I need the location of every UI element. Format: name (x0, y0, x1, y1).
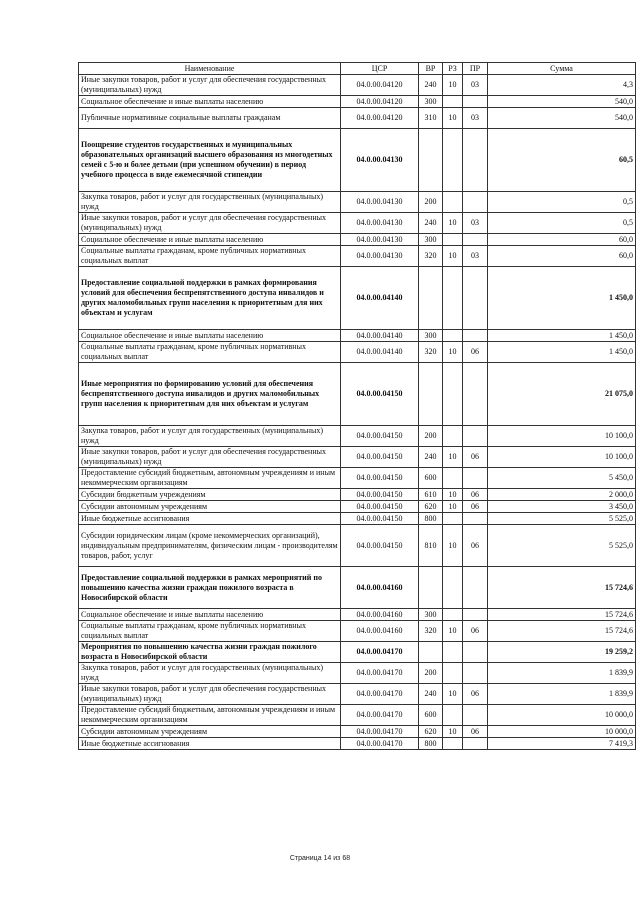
page-footer: Страница 14 из 68 (289, 855, 351, 862)
table-row (79, 738, 636, 750)
cell-sum: 60,5 (488, 129, 636, 192)
cell-pr (463, 129, 488, 192)
cell-name: Поощрение студентов государственных и муниципальных образовательных организаций высшего образования из многодетных семей с 5-ю и более детьми (при успешном обучении) в период учебного процесса в виде ежемесячной стипендии (79, 129, 341, 192)
cell-csr: 04.0.00.04150 (341, 426, 419, 447)
cell-rz: 10 (443, 342, 463, 363)
cell-pr (463, 468, 488, 489)
cell-rz (443, 363, 463, 426)
cell-rz (443, 642, 463, 663)
cell-sum: 1 450,0 (488, 330, 636, 342)
cell-sum: 540,0 (488, 108, 636, 129)
cell-csr: 04.0.00.04150 (341, 525, 419, 567)
cell-sum: 19 259,2 (488, 642, 636, 663)
table-row (79, 108, 636, 129)
cell-sum: 10 100,0 (488, 447, 636, 468)
cell-vr (419, 642, 443, 663)
cell-vr: 240 (419, 684, 443, 705)
cell-vr: 600 (419, 705, 443, 726)
cell-name: Социальные выплаты гражданам, кроме публичных нормативных социальных выплат (79, 342, 341, 363)
cell-csr: 04.0.00.04150 (341, 468, 419, 489)
cell-name: Иные закупки товаров, работ и услуг для обеспечения государственных (муниципальных) нужд (79, 75, 341, 96)
cell-rz (443, 609, 463, 621)
table-row (79, 246, 636, 267)
table-row (79, 567, 636, 609)
cell-rz (443, 468, 463, 489)
cell-name: Социальное обеспечение и иные выплаты населению (79, 96, 341, 108)
cell-sum: 540,0 (488, 96, 636, 108)
cell-csr: 04.0.00.04120 (341, 75, 419, 96)
cell-vr: 620 (419, 726, 443, 738)
cell-rz: 10 (443, 501, 463, 513)
cell-csr: 04.0.00.04130 (341, 246, 419, 267)
cell-sum: 3 450,0 (488, 501, 636, 513)
cell-csr: 04.0.00.04130 (341, 213, 419, 234)
cell-sum: 10 100,0 (488, 426, 636, 447)
cell-rz: 10 (443, 621, 463, 642)
table-row (79, 213, 636, 234)
cell-name: Иные закупки товаров, работ и услуг для обеспечения государственных (муниципальных) нужд (79, 447, 341, 468)
table-row (79, 363, 636, 426)
cell-pr (463, 192, 488, 213)
cell-name: Социальные выплаты гражданам, кроме публичных нормативных социальных выплат (79, 246, 341, 267)
cell-pr: 06 (463, 342, 488, 363)
cell-csr: 04.0.00.04170 (341, 684, 419, 705)
cell-vr (419, 129, 443, 192)
cell-pr (463, 267, 488, 330)
cell-vr: 240 (419, 75, 443, 96)
table-row (79, 75, 636, 96)
cell-csr: 04.0.00.04170 (341, 663, 419, 684)
table-row (79, 234, 636, 246)
cell-pr (463, 363, 488, 426)
cell-sum: 60,0 (488, 246, 636, 267)
table-row (79, 525, 636, 567)
cell-csr: 04.0.00.04150 (341, 513, 419, 525)
cell-vr: 320 (419, 246, 443, 267)
table-row (79, 726, 636, 738)
cell-rz (443, 330, 463, 342)
cell-rz: 10 (443, 684, 463, 705)
cell-name: Предоставление социальной поддержки в рамках формирования условий для обеспечения беспрепятственного доступа инвалидов и других маломобильных групп населения к приоритетным для них объектам и услугам (79, 267, 341, 330)
cell-pr: 06 (463, 684, 488, 705)
cell-vr: 300 (419, 234, 443, 246)
cell-vr: 310 (419, 108, 443, 129)
cell-name: Мероприятия по повышению качества жизни граждан пожилого возраста в Новосибирской области (79, 642, 341, 663)
cell-rz (443, 738, 463, 750)
cell-rz (443, 192, 463, 213)
cell-csr: 04.0.00.04130 (341, 234, 419, 246)
cell-name: Закупка товаров, работ и услуг для государственных (муниципальных) нужд (79, 192, 341, 213)
cell-sum: 2 000,0 (488, 489, 636, 501)
table-row (79, 621, 636, 642)
cell-pr: 03 (463, 213, 488, 234)
cell-vr: 200 (419, 426, 443, 447)
cell-sum: 1 450,0 (488, 342, 636, 363)
table-row (79, 96, 636, 108)
cell-sum: 1 450,0 (488, 267, 636, 330)
header-vr: ВР (419, 63, 443, 75)
cell-csr: 04.0.00.04170 (341, 726, 419, 738)
cell-rz (443, 567, 463, 609)
cell-name: Предоставление социальной поддержки в рамках мероприятий по повышению качества жизни граждан пожилого возраста в Новосибирской области (79, 567, 341, 609)
table-row (79, 513, 636, 525)
cell-sum: 10 000,0 (488, 705, 636, 726)
cell-vr: 240 (419, 447, 443, 468)
cell-vr: 620 (419, 501, 443, 513)
cell-name: Иные закупки товаров, работ и услуг для обеспечения государственных (муниципальных) нужд (79, 213, 341, 234)
cell-csr: 04.0.00.04140 (341, 342, 419, 363)
cell-pr (463, 609, 488, 621)
cell-rz: 10 (443, 447, 463, 468)
cell-name: Публичные нормативные социальные выплаты гражданам (79, 108, 341, 129)
table-row (79, 342, 636, 363)
cell-csr: 04.0.00.04160 (341, 609, 419, 621)
cell-name: Субсидии автономным учреждениям (79, 726, 341, 738)
table-row (79, 426, 636, 447)
cell-pr: 06 (463, 525, 488, 567)
cell-vr: 200 (419, 663, 443, 684)
cell-rz: 10 (443, 726, 463, 738)
cell-vr: 610 (419, 489, 443, 501)
header-pr: ПР (463, 63, 488, 75)
cell-csr: 04.0.00.04140 (341, 267, 419, 330)
cell-sum: 15 724,6 (488, 567, 636, 609)
cell-pr: 06 (463, 489, 488, 501)
cell-sum: 5 450,0 (488, 468, 636, 489)
cell-csr: 04.0.00.04120 (341, 96, 419, 108)
header-csr: ЦСР (341, 63, 419, 75)
cell-rz (443, 426, 463, 447)
cell-csr: 04.0.00.04150 (341, 489, 419, 501)
cell-pr: 06 (463, 501, 488, 513)
cell-pr (463, 426, 488, 447)
cell-pr (463, 96, 488, 108)
cell-sum: 0,5 (488, 192, 636, 213)
cell-pr (463, 513, 488, 525)
cell-sum: 15 724,6 (488, 609, 636, 621)
cell-name: Предоставление субсидий бюджетным, автономным учреждениям и иным некоммерческим организациям (79, 468, 341, 489)
cell-vr: 600 (419, 468, 443, 489)
cell-sum: 1 839,9 (488, 663, 636, 684)
cell-name: Иные бюджетные ассигнования (79, 738, 341, 750)
cell-csr: 04.0.00.04170 (341, 705, 419, 726)
cell-sum: 21 075,0 (488, 363, 636, 426)
cell-vr: 320 (419, 342, 443, 363)
cell-csr: 04.0.00.04130 (341, 129, 419, 192)
cell-csr: 04.0.00.04140 (341, 330, 419, 342)
cell-name: Иные закупки товаров, работ и услуг для обеспечения государственных (муниципальных) нужд (79, 684, 341, 705)
cell-rz (443, 129, 463, 192)
cell-pr (463, 642, 488, 663)
cell-vr: 300 (419, 609, 443, 621)
cell-rz (443, 663, 463, 684)
cell-vr (419, 267, 443, 330)
cell-name: Субсидии юридическим лицам (кроме некоммерческих организаций), индивидуальным предпринимателям, физическим лицам - производителям товаров, работ, услуг (79, 525, 341, 567)
cell-vr: 320 (419, 621, 443, 642)
header-sum: Сумма (488, 63, 636, 75)
cell-pr: 06 (463, 726, 488, 738)
cell-sum: 15 724,6 (488, 621, 636, 642)
cell-pr: 06 (463, 447, 488, 468)
cell-csr: 04.0.00.04170 (341, 642, 419, 663)
cell-vr: 300 (419, 330, 443, 342)
cell-pr (463, 705, 488, 726)
cell-rz (443, 234, 463, 246)
cell-sum: 10 000,0 (488, 726, 636, 738)
cell-vr: 800 (419, 513, 443, 525)
cell-name: Закупка товаров, работ и услуг для государственных (муниципальных) нужд (79, 663, 341, 684)
cell-name: Предоставление субсидий бюджетным, автономным учреждениям и иным некоммерческим организациям (79, 705, 341, 726)
table-row (79, 468, 636, 489)
cell-csr: 04.0.00.04130 (341, 192, 419, 213)
cell-vr (419, 567, 443, 609)
header-rz: РЗ (443, 63, 463, 75)
cell-pr (463, 567, 488, 609)
table-row (79, 705, 636, 726)
cell-name: Субсидии бюджетным учреждениям (79, 489, 341, 501)
cell-csr: 04.0.00.04120 (341, 108, 419, 129)
table-row (79, 330, 636, 342)
cell-rz: 10 (443, 213, 463, 234)
cell-vr: 240 (419, 213, 443, 234)
cell-name: Закупка товаров, работ и услуг для государственных (муниципальных) нужд (79, 426, 341, 447)
cell-name: Социальные выплаты гражданам, кроме публичных нормативных социальных выплат (79, 621, 341, 642)
cell-rz: 10 (443, 246, 463, 267)
cell-vr: 300 (419, 96, 443, 108)
cell-pr: 06 (463, 621, 488, 642)
cell-csr: 04.0.00.04150 (341, 363, 419, 426)
cell-sum: 7 419,3 (488, 738, 636, 750)
cell-sum: 5 525,0 (488, 513, 636, 525)
cell-pr (463, 738, 488, 750)
cell-rz (443, 705, 463, 726)
cell-rz: 10 (443, 75, 463, 96)
cell-vr: 800 (419, 738, 443, 750)
table-row (79, 609, 636, 621)
cell-csr: 04.0.00.04160 (341, 621, 419, 642)
cell-vr (419, 363, 443, 426)
cell-csr: 04.0.00.04160 (341, 567, 419, 609)
cell-name: Иные бюджетные ассигнования (79, 513, 341, 525)
cell-pr (463, 330, 488, 342)
cell-name: Субсидии автономным учреждениям (79, 501, 341, 513)
cell-rz: 10 (443, 108, 463, 129)
cell-vr: 200 (419, 192, 443, 213)
table-row (79, 663, 636, 684)
cell-rz: 10 (443, 525, 463, 567)
cell-sum: 0,5 (488, 213, 636, 234)
cell-name: Социальное обеспечение и иные выплаты населению (79, 234, 341, 246)
cell-rz (443, 96, 463, 108)
table-header-row (79, 63, 636, 75)
table-row (79, 642, 636, 663)
table-row (79, 447, 636, 468)
cell-vr: 810 (419, 525, 443, 567)
cell-sum: 4,3 (488, 75, 636, 96)
table-row (79, 684, 636, 705)
cell-sum: 60,0 (488, 234, 636, 246)
table-row (79, 192, 636, 213)
table-row (79, 129, 636, 192)
table-row (79, 501, 636, 513)
header-name: Наименование (79, 63, 341, 75)
cell-sum: 5 525,0 (488, 525, 636, 567)
table-row (79, 267, 636, 330)
cell-csr: 04.0.00.04150 (341, 501, 419, 513)
cell-pr: 03 (463, 246, 488, 267)
cell-name: Социальное обеспечение и иные выплаты населению (79, 330, 341, 342)
cell-pr (463, 663, 488, 684)
cell-pr (463, 234, 488, 246)
cell-rz: 10 (443, 489, 463, 501)
cell-csr: 04.0.00.04150 (341, 447, 419, 468)
cell-name: Социальное обеспечение и иные выплаты населению (79, 609, 341, 621)
cell-pr: 03 (463, 75, 488, 96)
budget-table (78, 62, 636, 750)
cell-name: Иные мероприятия по формированию условий для обеспечения беспрепятственного доступа инвалидов и других маломобильных групп населения к приоритетным для них объектам и услугам (79, 363, 341, 426)
cell-sum: 1 839,9 (488, 684, 636, 705)
cell-rz (443, 267, 463, 330)
cell-csr: 04.0.00.04170 (341, 738, 419, 750)
cell-pr: 03 (463, 108, 488, 129)
table-row (79, 489, 636, 501)
cell-rz (443, 513, 463, 525)
